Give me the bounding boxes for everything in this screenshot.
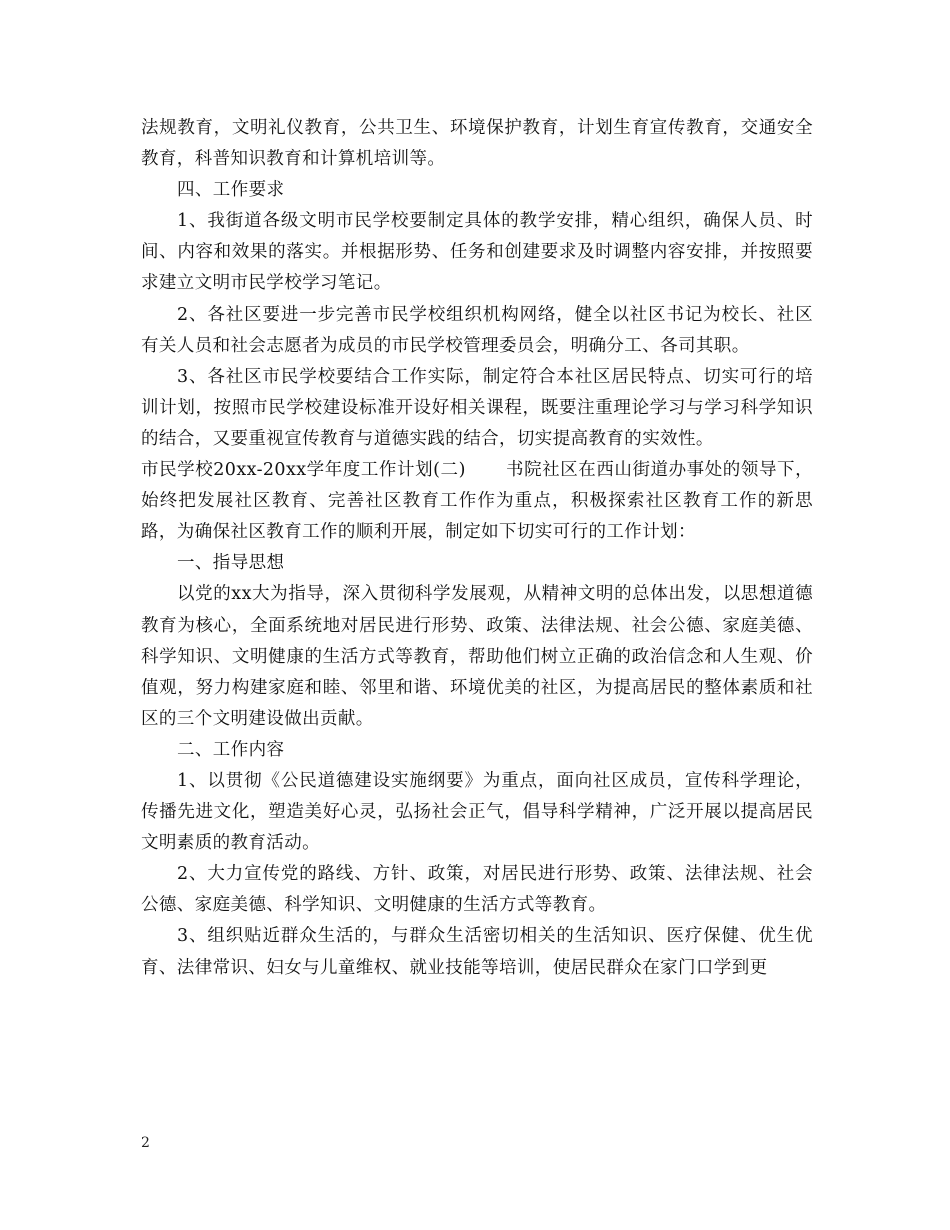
heading-guiding-ideology: 一、指导思想 (177, 553, 285, 574)
heading-work-requirements: 四、工作要求 (177, 180, 285, 201)
paragraph-requirement-1: 1、我街道各级文明市民学校要制定具体的教学安排，精心组织，确保人员、时间、内容和效果的落实。并根据形势、任务和创建要求及时调整内容安排，并按照要求建立文明市民学校学习笔记。 (141, 211, 813, 294)
paragraph-content-1: 1、以贯彻《公民道德建设实施纲要》为重点，面向社区成员，宣传科学理论，传播先进文化，塑造美好心灵，弘扬社会正气，倡导科学精神，广泛开展以提高居民文明素质的教育活动。 (141, 770, 813, 854)
paragraph-continued-education-list: 法规教育，文明礼仪教育，公共卫生、环境保护教育，计划生育宣传教育，交通安全教育，科普知识教育和计算机培训等。 (141, 118, 813, 170)
paragraph-content-2: 2、大力宣传党的路线、方针、政策，对居民进行形势、政策、法律法规、社会公德、家庭美德、科学知识、文明健康的生活方式等教育。 (141, 864, 813, 916)
paragraph-content-3: 3、组织贴近群众生活的，与群众生活密切相关的生活知识、医疗保健、优生优育、法律常识、妇女与儿童维权、就业技能等培训，使居民群众在家门口学到更 (141, 926, 813, 978)
paragraph-guiding-ideology: 以党的xx大为指导，深入贯彻科学发展观，从精神文明的总体出发，以思想道德教育为核心，全面系统地对居民进行形势、政策、法律法规、社会公德、家庭美德、科学知识、文明健康的生活方式等教育，帮助他们树立正确的政治信念和人生观、价值观，努力构建家庭和睦、邻里和谐、环境优美的社区，为提高居民的整体素质和社区的三个文明建设做出贡献。 (141, 584, 813, 729)
paragraph-requirement-3: 3、各社区市民学校要结合工作实际，制定符合本社区居民特点、切实可行的培训计划，按照市民学校建设标准开设好相关课程，既要注重理论学习与学习科学知识的结合，又要重视宣传教育与道德实践的结合，切实提高教育的实效性。 (141, 366, 813, 449)
plan-title: 市民学校20xx-20xx学年度工作计划(二) (141, 460, 466, 481)
page-number: 2 (141, 1135, 150, 1151)
heading-work-content: 二、工作内容 (177, 739, 285, 760)
plan-intro: 书院社区在西山街道办事处的领导下，始终把发展社区教育、完善社区教育工作作为重点，积极探索社区教育工作的新思路，为确保社区教育工作的顺利开展，制定如下切实可行的工作计划： (141, 460, 813, 543)
paragraph-plan-title-intro (141, 455, 813, 548)
paragraph-requirement-2: 2、各社区要进一步完善市民学校组织机构网络，健全以社区书记为校长、社区有关人员和社会志愿者为成员的市民学校管理委员会，明确分工、各司其职。 (141, 304, 813, 356)
document-body (141, 113, 813, 984)
